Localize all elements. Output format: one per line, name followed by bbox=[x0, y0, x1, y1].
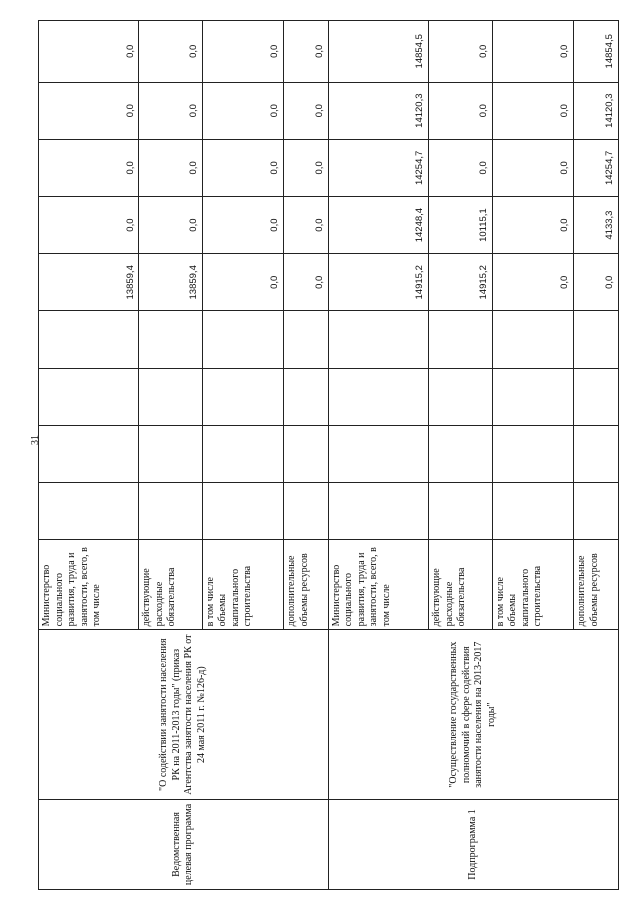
cell-value bbox=[202, 425, 284, 482]
cell-value: 0,0 bbox=[429, 21, 492, 83]
cell-value: 14120,3 bbox=[574, 82, 619, 139]
cell-value: 0,0 bbox=[139, 139, 202, 196]
cell-value bbox=[429, 483, 492, 540]
cell-value bbox=[492, 483, 574, 540]
cell-value: 0,0 bbox=[202, 254, 284, 311]
cell-value bbox=[574, 311, 619, 368]
cell-value bbox=[574, 483, 619, 540]
cell-value bbox=[574, 425, 619, 482]
cell-value bbox=[139, 425, 202, 482]
cell-value: 0,0 bbox=[492, 139, 574, 196]
section-title: "Осуществление государственных полномочий в сфере содействия занятости населения на 2013-2017 годы" bbox=[328, 630, 618, 800]
cell-value bbox=[39, 425, 139, 482]
cell-value bbox=[492, 368, 574, 425]
cell-value bbox=[39, 483, 139, 540]
page-number: 31 bbox=[30, 435, 41, 445]
cell-value: 0,0 bbox=[39, 82, 139, 139]
row-label: дополнительные объемы ресурсов bbox=[284, 540, 329, 630]
row-label: дополнительные объемы ресурсов bbox=[574, 540, 619, 630]
cell-value: 0,0 bbox=[202, 21, 284, 83]
row-label: действующие расходные обязательства bbox=[139, 540, 202, 630]
table-row bbox=[328, 21, 428, 890]
cell-value bbox=[39, 368, 139, 425]
cell-value bbox=[139, 368, 202, 425]
cell-value: 0,0 bbox=[139, 196, 202, 253]
cell-value bbox=[284, 425, 329, 482]
cell-value bbox=[328, 425, 428, 482]
cell-value: 14915,2 bbox=[328, 254, 428, 311]
cell-value: 0,0 bbox=[492, 196, 574, 253]
cell-value: 0,0 bbox=[39, 139, 139, 196]
cell-value: 0,0 bbox=[429, 139, 492, 196]
row-label: действующие расходные обязательства bbox=[429, 540, 492, 630]
cell-value bbox=[492, 311, 574, 368]
cell-value: 14254,7 bbox=[574, 139, 619, 196]
section-type-label: Подпрограмма 1 bbox=[328, 799, 618, 889]
cell-value bbox=[139, 483, 202, 540]
row-label: Министерство социального развития, труда и занятости, всего, в том числе bbox=[39, 540, 139, 630]
cell-value: 0,0 bbox=[202, 196, 284, 253]
section-title: "О содействии занятости населения РК на 2011-2013 годы" (приказ Агентства занятости населения РК от 24 мая 2011 г. №126-д) bbox=[39, 630, 329, 800]
budget-table bbox=[38, 20, 619, 890]
cell-value: 13859,4 bbox=[139, 254, 202, 311]
cell-value: 0,0 bbox=[202, 139, 284, 196]
cell-value bbox=[492, 425, 574, 482]
cell-value: 0,0 bbox=[492, 21, 574, 83]
cell-value bbox=[574, 368, 619, 425]
cell-value: 4133,3 bbox=[574, 196, 619, 253]
cell-value: 0,0 bbox=[139, 82, 202, 139]
cell-value: 0,0 bbox=[492, 82, 574, 139]
cell-value: 14854,5 bbox=[574, 21, 619, 83]
cell-value bbox=[202, 368, 284, 425]
cell-value: 10115,1 bbox=[429, 196, 492, 253]
row-label: в том числе объемы капитального строительства bbox=[202, 540, 284, 630]
table-body bbox=[39, 21, 619, 890]
table-row bbox=[39, 21, 139, 890]
row-label: в том числе объемы капитального строительства bbox=[492, 540, 574, 630]
cell-value bbox=[202, 483, 284, 540]
cell-value: 0,0 bbox=[39, 196, 139, 253]
cell-value bbox=[328, 311, 428, 368]
cell-value bbox=[139, 311, 202, 368]
cell-value bbox=[284, 368, 329, 425]
cell-value: 0,0 bbox=[284, 82, 329, 139]
cell-value: 0,0 bbox=[284, 254, 329, 311]
cell-value: 0,0 bbox=[39, 21, 139, 83]
cell-value bbox=[202, 311, 284, 368]
cell-value bbox=[39, 311, 139, 368]
cell-value: 0,0 bbox=[492, 254, 574, 311]
cell-value: 0,0 bbox=[284, 21, 329, 83]
cell-value bbox=[284, 311, 329, 368]
cell-value: 0,0 bbox=[574, 254, 619, 311]
cell-value: 0,0 bbox=[284, 139, 329, 196]
cell-value: 14248,4 bbox=[328, 196, 428, 253]
row-label: Министерство социального развития, труда и занятости, всего, в том числе bbox=[328, 540, 428, 630]
cell-value bbox=[429, 311, 492, 368]
cell-value: 0,0 bbox=[139, 21, 202, 83]
cell-value bbox=[429, 425, 492, 482]
cell-value bbox=[328, 368, 428, 425]
cell-value: 14254,7 bbox=[328, 139, 428, 196]
rotated-table-container bbox=[38, 20, 619, 890]
cell-value: 0,0 bbox=[429, 82, 492, 139]
cell-value bbox=[429, 368, 492, 425]
cell-value: 0,0 bbox=[202, 82, 284, 139]
cell-value: 0,0 bbox=[284, 196, 329, 253]
cell-value: 14854,5 bbox=[328, 21, 428, 83]
cell-value: 14120,3 bbox=[328, 82, 428, 139]
section-type-label: Ведомственная целевая программа bbox=[39, 799, 329, 889]
cell-value: 14915,2 bbox=[429, 254, 492, 311]
cell-value bbox=[284, 483, 329, 540]
cell-value: 13859,4 bbox=[39, 254, 139, 311]
cell-value bbox=[328, 483, 428, 540]
